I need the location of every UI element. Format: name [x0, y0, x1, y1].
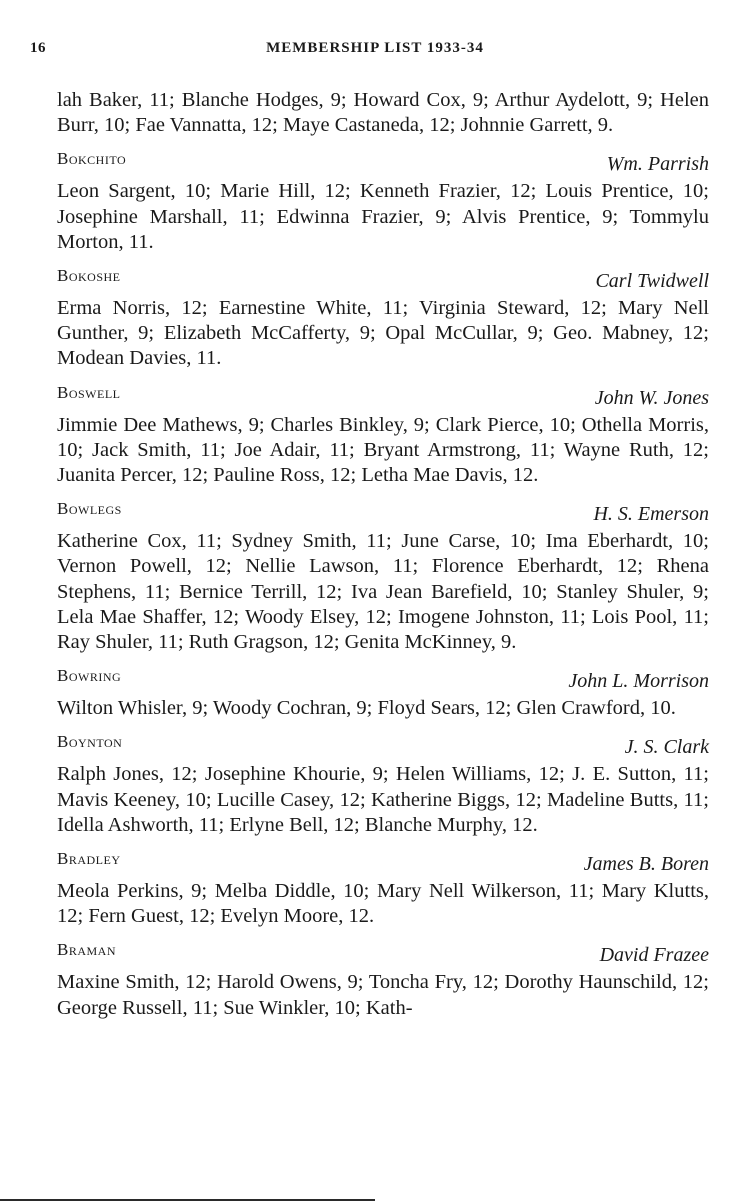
member-list-text: Maxine Smith, 12; Harold Owens, 9; Toncha Fry, 12; Dorothy Haunschild, 12; George Russell, 11; Sue Winkler, 10; Kath- — [57, 971, 709, 1019]
member-list-text: Wilton Whisler, 9; Woody Cochran, 9; Floyd Sears, 12; Glen Crawford, 10. — [57, 697, 676, 720]
teacher-name: John L. Morrison — [568, 670, 709, 693]
teacher-name: H. S. Emerson — [593, 503, 709, 526]
school-name: Bowring — [57, 666, 122, 686]
section-heading — [57, 383, 709, 413]
continued-member-text: lah Baker, 11; Blanche Hodges, 9; Howard Cox, 9; Arthur Aydelott, 9; Helen Burr, 10; Fae Vannatta, 12; Maye Castaneda, 12; Johnnie Garrett, 9. — [57, 89, 709, 137]
school-section-bokoshe — [57, 266, 709, 372]
member-list-text: Jimmie Dee Mathews, 9; Charles Binkley, 9; Clark Pierce, 10; Othella Morris, 10; Jack Smith, 11; Joe Adair, 11; Bryant Armstrong, 11; Wayne Ruth, 12; Juanita Percer, 12; Pauline Ross, 12; Letha Mae Davis, 12. — [57, 413, 709, 487]
teacher-name: John W. Jones — [594, 386, 709, 409]
section-heading — [57, 499, 709, 529]
teacher-name: J. S. Clark — [624, 736, 709, 759]
school-section-bowring — [57, 666, 709, 721]
school-section-bowlegs — [57, 499, 709, 655]
teacher-name: James B. Boren — [583, 853, 709, 876]
member-list-text: Katherine Cox, 11; Sydney Smith, 11; June Carse, 10; Ima Eberhardt, 10; Vernon Powell, 12; Nellie Lawson, 11; Florence Eberhardt, 12; Rhena Stephens, 11; Bernice Terrill, 12; Iva Jean Barefield, 10; Stanley Shuler, 9; Lela Mae Shaffer, 12; Woody Elsey, 12; Imogene Johnston, 11; Lois Pool, 11; Ray Shuler, 11; Ruth Gragson, 12; Genita McKinney, 9. — [57, 530, 709, 654]
membership-list — [57, 88, 709, 1021]
teacher-name: Carl Twidwell — [595, 270, 709, 293]
section-heading — [57, 849, 709, 879]
school-name: Bokoshe — [57, 266, 121, 286]
school-name: Bradley — [57, 849, 121, 869]
school-name: Boynton — [57, 732, 123, 752]
school-name: Bokchito — [57, 149, 127, 169]
member-list-text: Leon Sargent, 10; Marie Hill, 12; Kenneth Frazier, 12; Louis Prentice, 10; Josephine Marshall, 11; Edwinna Frazier, 9; Alvis Prentice, 9; Tommylu Morton, 11. — [57, 180, 709, 253]
teacher-name: Wm. Parrish — [606, 153, 709, 176]
school-section-bokchito — [57, 149, 709, 255]
section-heading — [57, 266, 709, 296]
running-title: MEMBERSHIP LIST 1933-34 — [266, 40, 484, 56]
footer-rule — [0, 1199, 375, 1201]
member-list-text: Meola Perkins, 9; Melba Diddle, 10; Mary Nell Wilkerson, 11; Mary Klutts, 12; Fern Guest, 12; Evelyn Moore, 12. — [57, 880, 709, 928]
member-list-text: Ralph Jones, 12; Josephine Khourie, 9; Helen Williams, 12; J. E. Sutton, 11; Mavis Keeney, 10; Lucille Casey, 12; Katherine Biggs, 12; Madeline Butts, 11; Idella Ashworth, 11; Erlyne Bell, 12; Blanche Murphy, 12. — [57, 763, 709, 836]
school-section-braman — [57, 940, 709, 1020]
page-header — [30, 40, 720, 64]
teacher-name: David Frazee — [599, 944, 709, 967]
school-name: Braman — [57, 940, 117, 960]
school-section-boynton — [57, 732, 709, 838]
section-heading — [57, 732, 709, 762]
page-number: 16 — [30, 40, 46, 56]
section-heading — [57, 940, 709, 970]
section-heading — [57, 666, 709, 696]
school-name: Bowlegs — [57, 499, 122, 519]
school-name: Boswell — [57, 382, 121, 402]
member-list-text: Erma Norris, 12; Earnestine White, 11; Virginia Steward, 12; Mary Nell Gunther, 9; Elizabeth McCafferty, 9; Opal McCullar, 9; Geo. Mabney, 12; Modean Davies, 11. — [57, 297, 709, 370]
school-section-bradley — [57, 849, 709, 929]
section-heading — [57, 149, 709, 179]
school-section-boswell — [57, 383, 709, 489]
